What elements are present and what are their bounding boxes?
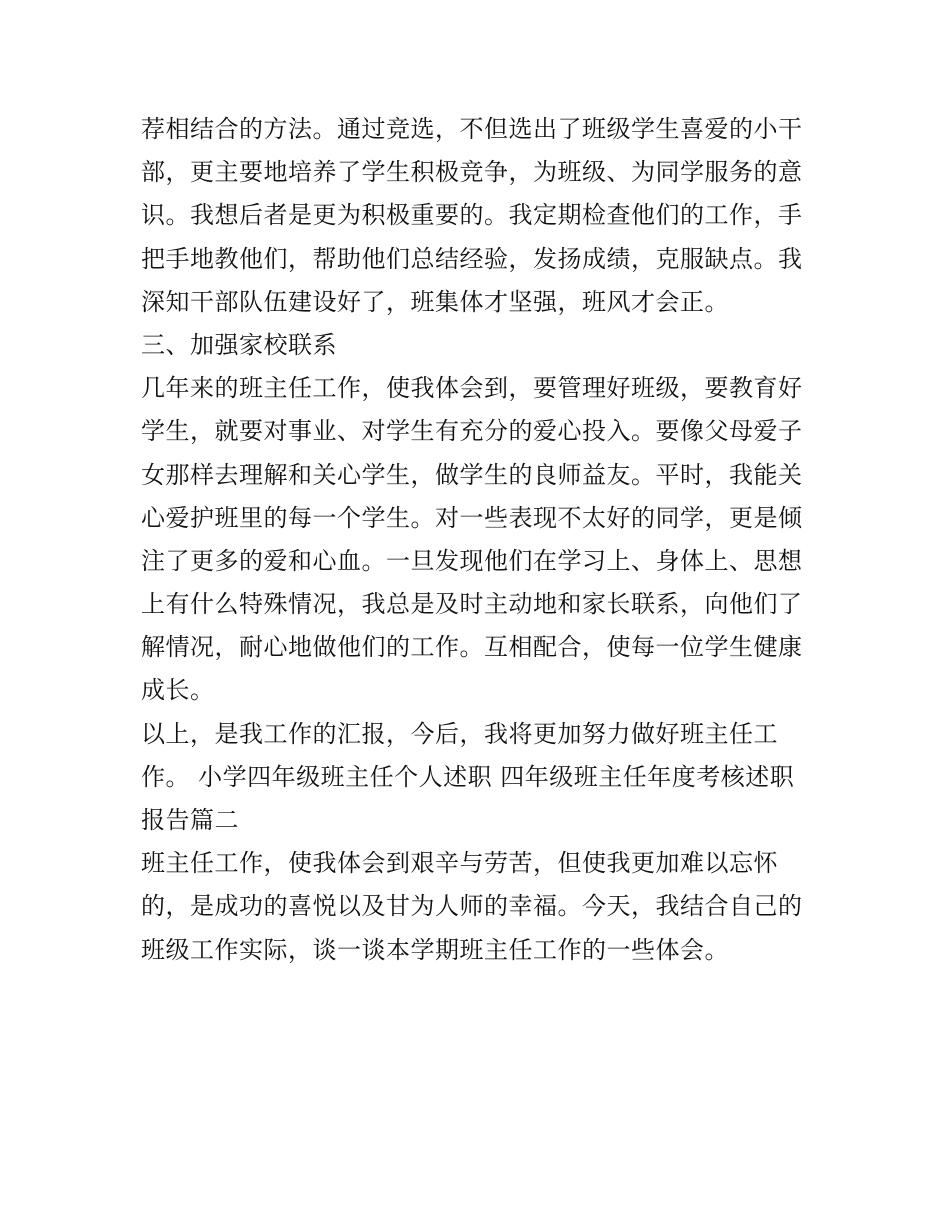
text-line: 深知干部队伍建设好了，班集体才坚强，班风才会正。: [141, 287, 729, 316]
document-body: [141, 108, 813, 972]
section-heading: 三、加强家校联系: [141, 330, 337, 359]
text-line: 班主任工作，使我体会到艰辛与劳苦，但使我更加难以忘怀: [141, 849, 778, 878]
text-line: 部，更主要地培养了学生积极竞争，为班级、为同学服务的意: [141, 158, 803, 187]
text-line: 解情况，耐心地做他们的工作。互相配合，使每一位学生健康: [141, 633, 803, 662]
text-line: 班级工作实际，谈一谈本学期班主任工作的一些体会。: [141, 935, 729, 964]
text-line: 把手地教他们，帮助他们总结经验，发扬成绩，克服缺点。我: [141, 244, 803, 273]
text-line: 荐相结合的方法。通过竞选，不但选出了班级学生喜爱的小干: [141, 115, 803, 143]
text-line: 报告篇二: [141, 806, 239, 834]
text-line: 上有什么特殊情况，我总是及时主动地和家长联系，向他们了: [141, 590, 803, 619]
text-line: 成长。: [141, 676, 215, 705]
text-line: 识。我想后者是更为积极重要的。我定期检查他们的工作，手: [141, 201, 803, 230]
text-line: 几年来的班主任工作，使我体会到，要管理好班级，要教育好: [141, 374, 803, 403]
text-line: 作。 小学四年级班主任个人述职 四年级班主任年度考核述职: [141, 762, 795, 791]
text-line: 以上，是我工作的汇报，今后，我将更加努力做好班主任工: [141, 719, 778, 748]
text-line: 的，是成功的喜悦以及甘为人师的幸福。今天，我结合自己的: [141, 892, 803, 921]
text-line: 心爱护班里的每一个学生。对一些表现不太好的同学，更是倾: [141, 503, 803, 532]
text-line: 女那样去理解和关心学生，做学生的良师益友。平时，我能关: [141, 460, 803, 489]
text-line: 注了更多的爱和心血。一旦发现他们在学习上、身体上、思想: [141, 546, 803, 575]
text-line: 学生，就要对事业、对学生有充分的爱心投入。要像父母爱子: [141, 417, 803, 446]
